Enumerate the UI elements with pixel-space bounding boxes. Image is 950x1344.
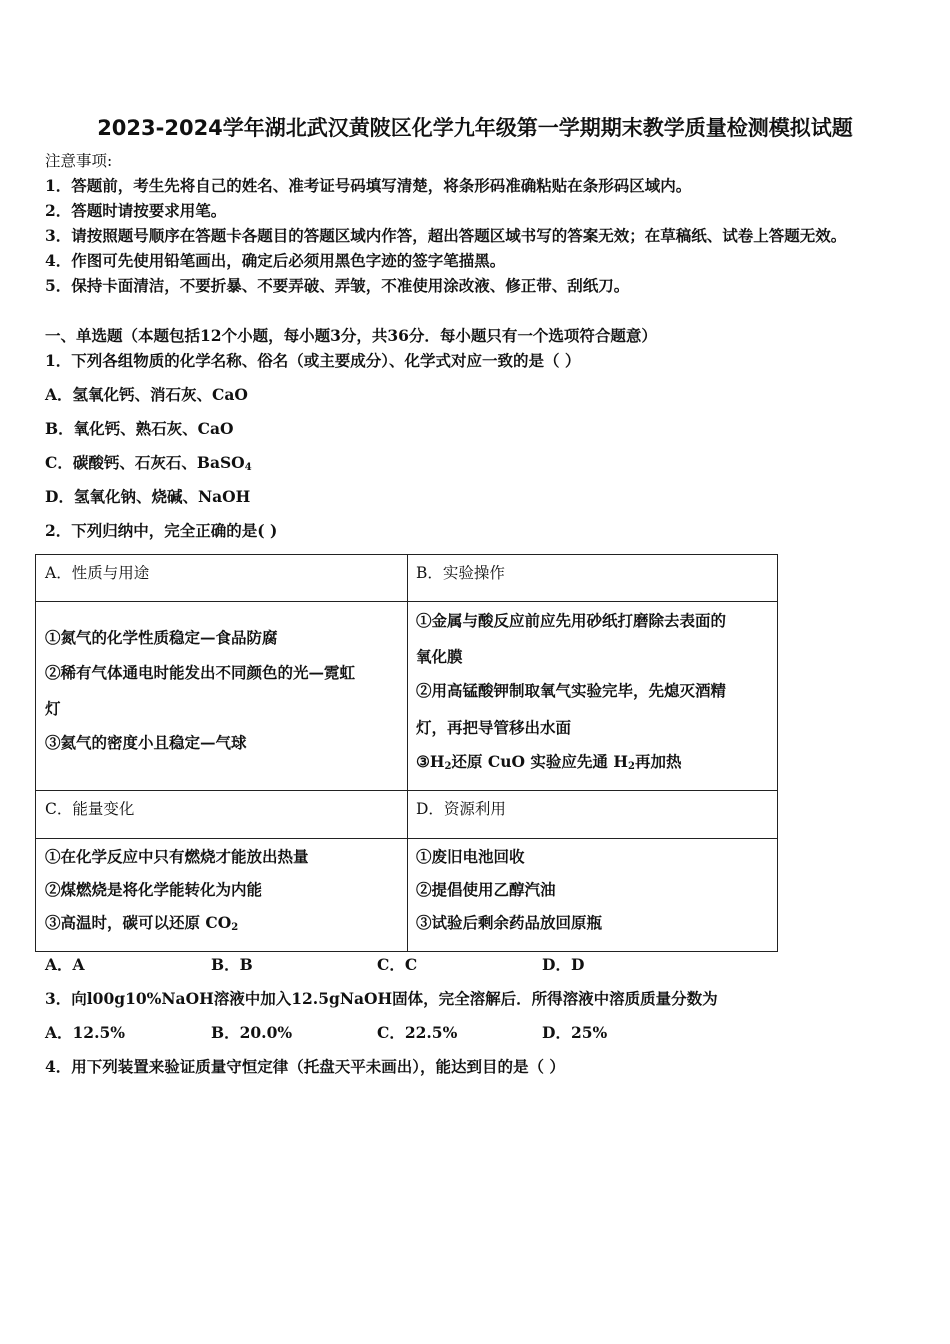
text: ③H xyxy=(416,752,445,771)
notes-heading: 注意事项: xyxy=(45,152,113,170)
note-item: 2．答题时请按要求用笔。 xyxy=(45,201,227,220)
cell-a-line: ③氦气的密度小且稳定—气球 xyxy=(45,733,247,752)
q2-stem: 2．下列归纳中，完全正确的是( ) xyxy=(45,521,278,540)
q3-option: A．12.5% xyxy=(45,1023,126,1042)
cell-c-line xyxy=(45,913,238,938)
subscript: 2 xyxy=(444,761,452,772)
note-item: 4．作图可先使用铅笔画出，确定后必须用黑色字迹的签字笔描黑。 xyxy=(45,251,506,270)
q3-option: D．25% xyxy=(542,1023,608,1042)
section-heading: 一、单选题（本题包括12个小题，每小题3分，共36分．每小题只有一个选项符合题意） xyxy=(45,326,657,345)
q2-option: B．B xyxy=(211,955,253,974)
cell-d-head: D．资源利用 xyxy=(416,800,506,818)
cell-d-line: ②提倡使用乙醇汽油 xyxy=(416,880,556,899)
q1-option-a: A．氢氧化钙、消石灰、CaO xyxy=(45,385,248,404)
cell-a-line: 灯 xyxy=(45,699,61,718)
q1-option-d: D．氢氧化钠、烧碱、NaOH xyxy=(45,487,251,506)
cell-a-line: ②稀有气体通电时能发出不同颜色的光—霓虹 xyxy=(45,663,356,682)
q2-option: C．C xyxy=(377,955,418,974)
cell-b-line: 氧化膜 xyxy=(416,647,463,666)
subscript: 4 xyxy=(244,462,252,473)
cell-c-head: C．能量变化 xyxy=(45,800,135,818)
cell-d-line: ①废旧电池回收 xyxy=(416,847,525,866)
cell-d-line: ③试验后剩余药品放回原瓶 xyxy=(416,913,603,932)
subscript: 2 xyxy=(231,922,239,933)
q3-stem: 3．向l00g10%NaOH溶液中加入12.5gNaOH固体，完全溶解后．所得溶液中溶质质量分数为 xyxy=(45,989,718,1008)
cell-a-line: ①氮气的化学性质稳定—食品防腐 xyxy=(45,628,278,647)
q4-stem: 4．用下列装置来验证质量守恒定律（托盘天平未画出），能达到目的是（ ） xyxy=(45,1057,565,1076)
q3-option: B．20.0% xyxy=(211,1023,293,1042)
cell-b-line: 灯，再把导管移出水面 xyxy=(416,718,572,737)
cell-b-head: B．实验操作 xyxy=(416,564,505,582)
text: 再加热 xyxy=(634,752,682,771)
table-divider xyxy=(407,555,408,951)
note-item: 1．答题前，考生先将自己的姓名、准考证号码填写清楚，将条形码准确粘贴在条形码区域内。 xyxy=(45,176,692,195)
q1-option-c-text: C．碳酸钙、石灰石、BaSO xyxy=(45,453,245,472)
subscript: 2 xyxy=(627,761,635,772)
cell-a-head: A．性质与用途 xyxy=(45,564,150,582)
cell-c-line: ②煤燃烧是将化学能转化为内能 xyxy=(45,880,263,899)
page-title: 2023-2024学年湖北武汉黄陂区化学九年级第一学期期末教学质量检测模拟试题 xyxy=(97,116,853,140)
text: 还原 CuO 实验应先通 H xyxy=(451,752,628,771)
note-item: 3．请按照题号顺序在答题卡各题目的答题区域内作答，超出答题区域书写的答案无效；在草稿纸、试卷上答题无效。 xyxy=(45,226,847,245)
cell-b-line: ②用高锰酸钾制取氧气实验完毕，先熄灭酒精 xyxy=(416,681,727,700)
q2-option: D．D xyxy=(542,955,585,974)
cell-b-line: ①金属与酸反应前应先用砂纸打磨除去表面的 xyxy=(416,611,727,630)
cell-c-line: ①在化学反应中只有燃烧才能放出热量 xyxy=(45,847,309,866)
q2-option: A．A xyxy=(45,955,85,974)
cell-b-line xyxy=(416,752,681,777)
q3-option: C．22.5% xyxy=(377,1023,458,1042)
text: ③高温时，碳可以还原 CO xyxy=(45,913,232,932)
note-item: 5．保持卡面清洁，不要折暴、不要弄破、弄皱，不准使用涂改液、修正带、刮纸刀。 xyxy=(45,276,630,295)
q1-option-c xyxy=(45,453,252,478)
q1-option-b: B．氧化钙、熟石灰、CaO xyxy=(45,419,234,438)
q1-stem: 1．下列各组物质的化学名称、俗名（或主要成分）、化学式对应一致的是（ ） xyxy=(45,351,581,370)
